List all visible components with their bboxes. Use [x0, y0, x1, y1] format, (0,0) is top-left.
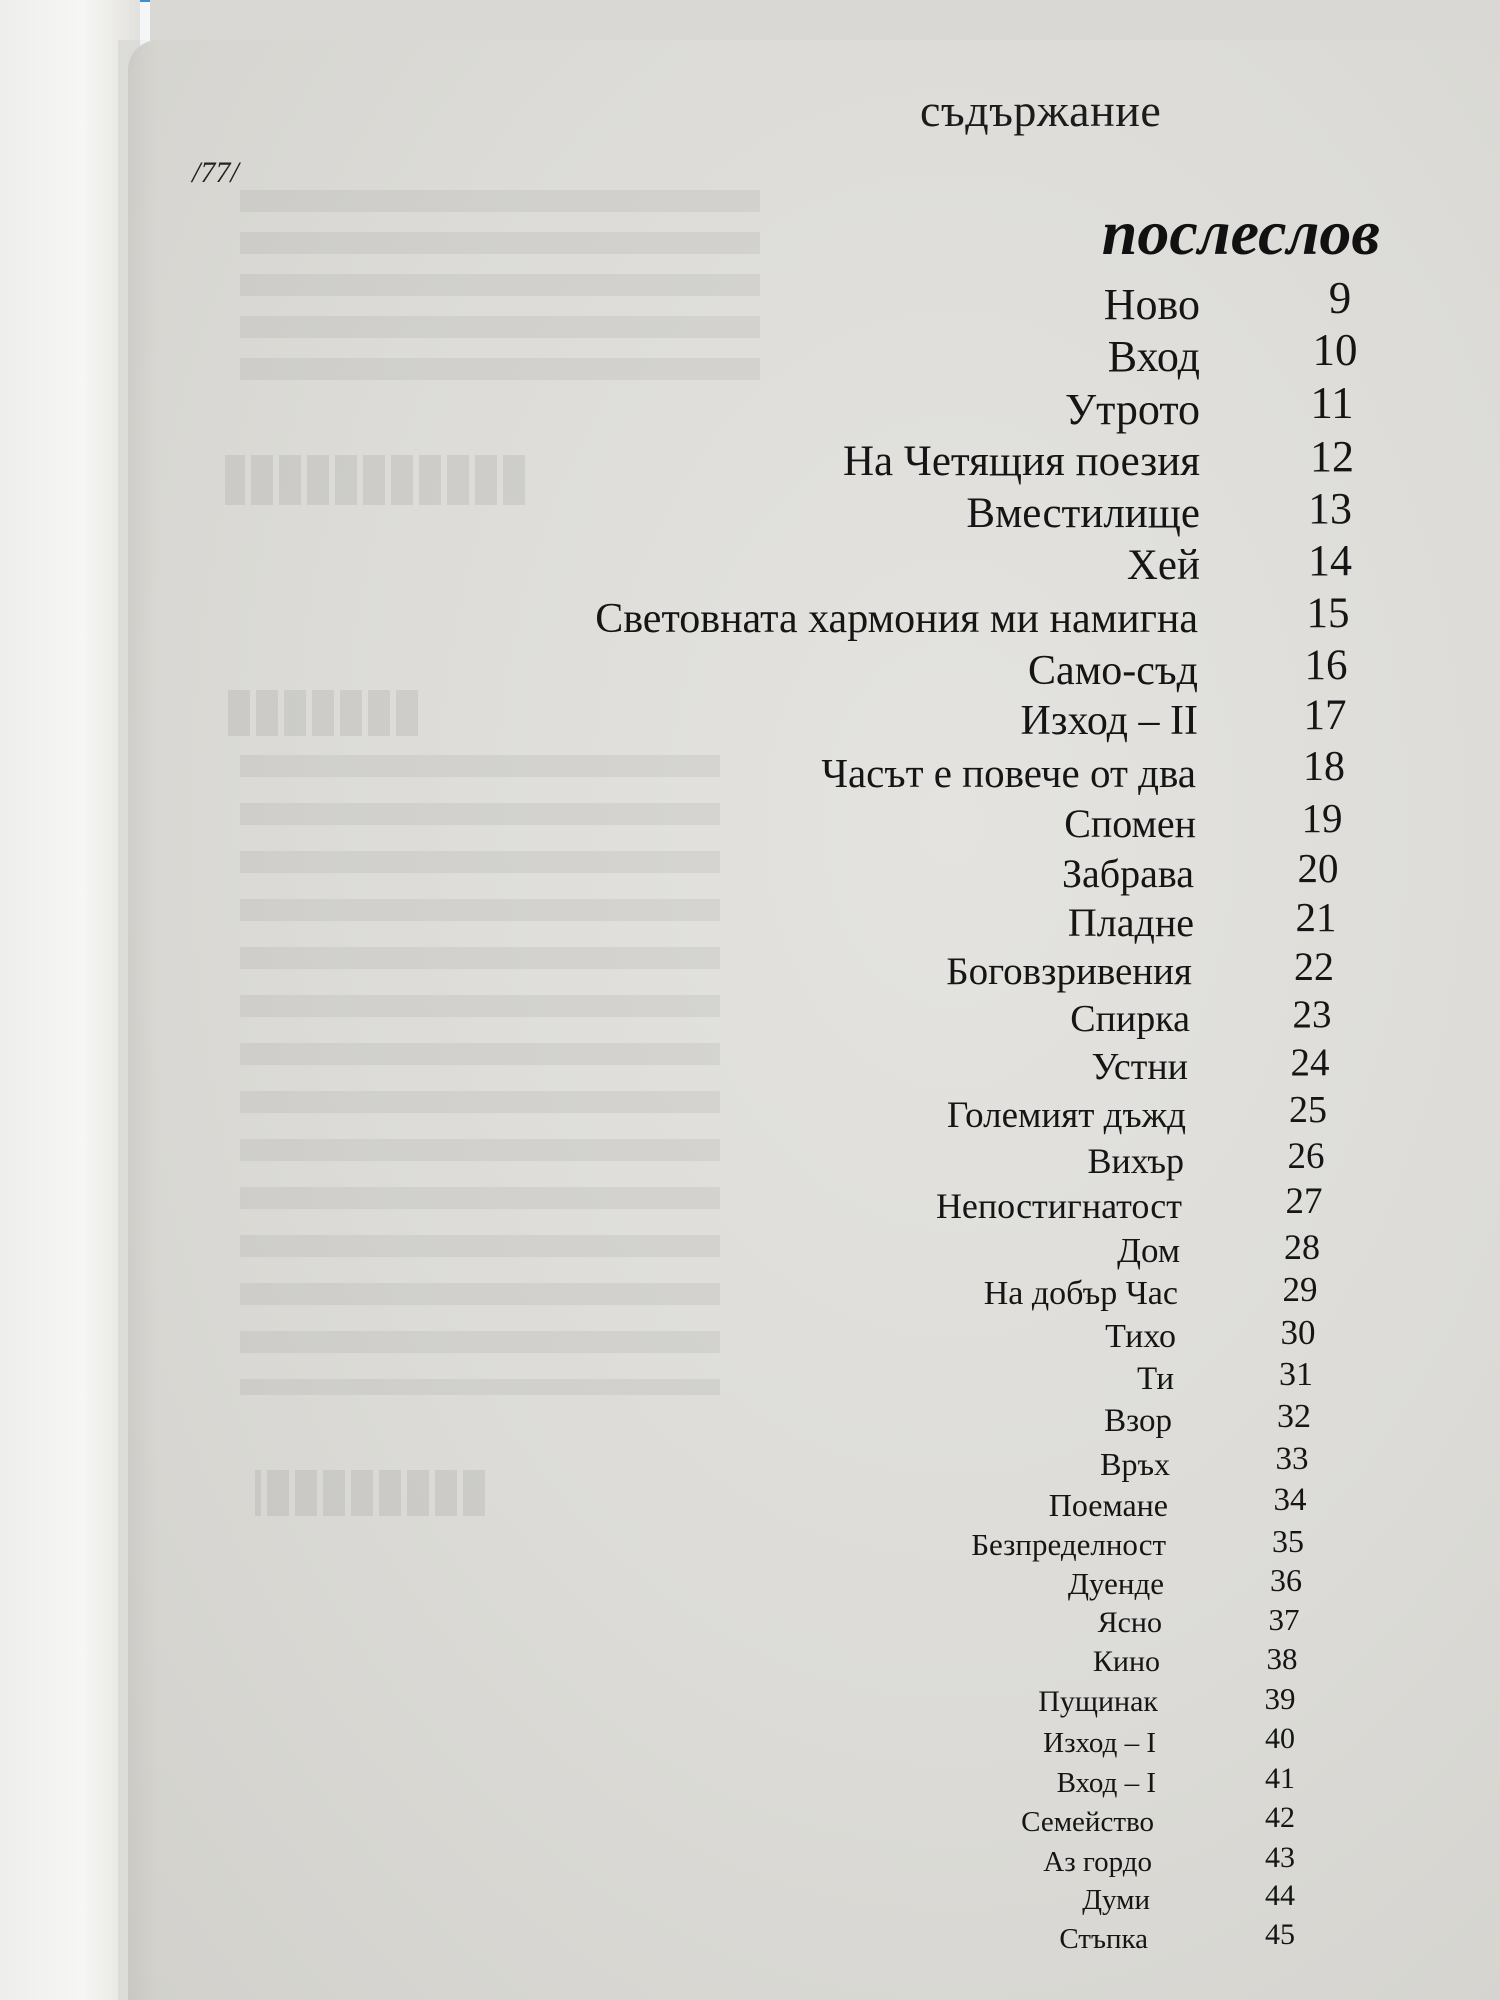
- show-through-column-2: [240, 755, 720, 1395]
- toc-entry-page-number: 45: [1265, 1918, 1295, 1952]
- show-through-heading-1: [225, 455, 525, 505]
- toc-entry-page-number: 14: [1308, 535, 1352, 585]
- toc-entry-title: Вход: [1107, 331, 1200, 381]
- toc-entry-page-number: 16: [1304, 641, 1348, 689]
- toc-entry-page-number: 20: [1297, 845, 1339, 891]
- toc-entry-page-number: 21: [1295, 894, 1337, 940]
- toc-entry-title: Вместилище: [966, 490, 1200, 538]
- toc-entry-title: Семейство: [1021, 1805, 1154, 1838]
- toc-entry-title: Вход – I: [1056, 1766, 1156, 1799]
- toc-entry-title: Забрава: [1061, 851, 1194, 896]
- toc-entry-title: Стъпка: [1059, 1922, 1148, 1955]
- toc-entry-title: Дуенде: [1067, 1566, 1164, 1602]
- toc-entry-title: Непостигнатост: [935, 1186, 1182, 1227]
- toc-entry-page-number: 31: [1279, 1356, 1313, 1394]
- toc-entry-page-number: 9: [1328, 273, 1352, 323]
- show-through-heading-3: [255, 1470, 485, 1516]
- toc-entry-page-number: 44: [1265, 1879, 1295, 1913]
- toc-entry-title: Спирка: [1070, 998, 1190, 1041]
- toc-entry-title: Утрото: [1065, 384, 1200, 434]
- toc-entry-page-number: 32: [1277, 1398, 1311, 1436]
- toc-entry-title: Спомен: [1064, 801, 1196, 846]
- section-title-posleslov: послеслов: [1101, 197, 1380, 268]
- toc-entry-page-number: 12: [1310, 431, 1354, 481]
- toc-entry-page-number: 17: [1303, 691, 1347, 739]
- toc-entry-page-number: 43: [1265, 1841, 1295, 1875]
- toc-entry-title: Устни: [1091, 1046, 1188, 1089]
- toc-entry-page-number: 41: [1265, 1762, 1295, 1796]
- toc-entry-title: Кино: [1092, 1645, 1160, 1678]
- toc-entry-page-number: 40: [1265, 1722, 1295, 1756]
- toc-entry-title: Хей: [1126, 542, 1200, 590]
- page-gutter-shadow: [118, 40, 158, 2000]
- toc-entry-page-number: 34: [1273, 1482, 1307, 1518]
- toc-entry-title: Изход – II: [1020, 697, 1198, 744]
- toc-entry-title: Часът е повече от два: [821, 750, 1196, 797]
- toc-entry-title: Дом: [1117, 1231, 1180, 1270]
- toc-entry-title: Големият дъжд: [946, 1094, 1186, 1136]
- toc-entry-title: Световната хармония ми намигна: [595, 595, 1198, 642]
- toc-entry-page-number: 29: [1282, 1269, 1318, 1309]
- toc-entry-title: Вихър: [1087, 1141, 1184, 1182]
- toc-entry-title: Аз гордо: [1043, 1845, 1152, 1878]
- toc-entry-title: Поемане: [1048, 1486, 1168, 1523]
- toc-entry-title: Ново: [1103, 279, 1200, 329]
- toc-entry-page-number: 10: [1312, 325, 1358, 375]
- contents-heading: съдържание: [920, 85, 1162, 136]
- toc-entry-page-number: 25: [1289, 1089, 1327, 1132]
- toc-entry-page-number: 35: [1272, 1522, 1304, 1559]
- toc-entry-page-number: 37: [1268, 1601, 1300, 1637]
- toc-entry-page-number: 15: [1306, 589, 1350, 637]
- toc-entry-page-number: 39: [1264, 1680, 1296, 1716]
- show-through-heading-2: [228, 690, 418, 736]
- toc-entry-title: Думи: [1082, 1883, 1150, 1916]
- toc-entry-title: На добър Час: [983, 1274, 1178, 1312]
- toc-entry-title: Взор: [1104, 1403, 1172, 1440]
- toc-entry-title: Пущинак: [1038, 1685, 1158, 1718]
- toc-entry-page-number: 26: [1287, 1136, 1325, 1177]
- toc-entry-title: На Четящия поезия: [843, 438, 1200, 486]
- toc-entry-title: Тихо: [1105, 1317, 1176, 1355]
- toc-entry-title: Ти: [1137, 1361, 1174, 1398]
- toc-entry-page-number: 42: [1265, 1801, 1295, 1835]
- toc-entry-page-number: 11: [1310, 378, 1354, 428]
- toc-entry-page-number: 18: [1303, 744, 1345, 791]
- toc-entry-title: Пладне: [1067, 900, 1194, 945]
- toc-entry-page-number: 30: [1280, 1312, 1316, 1352]
- toc-entry-page-number: 38: [1266, 1640, 1298, 1676]
- toc-entry-page-number: 33: [1275, 1441, 1309, 1477]
- toc-entry-page-number: 24: [1290, 1040, 1330, 1084]
- toc-entry-title: Връх: [1100, 1445, 1170, 1482]
- toc-entry-page-number: 23: [1292, 992, 1332, 1036]
- toc-entry-title: Безпределност: [971, 1527, 1166, 1563]
- toc-entry-page-number: 27: [1285, 1181, 1323, 1222]
- show-through-column: [240, 190, 760, 380]
- toc-entry-title: Изход – I: [1043, 1726, 1156, 1759]
- toc-entry-page-number: 36: [1270, 1561, 1302, 1598]
- toc-entry-title: Ясно: [1097, 1606, 1162, 1639]
- toc-entry-page-number: 13: [1308, 483, 1352, 533]
- toc-entry-title: Боговзривения: [946, 949, 1192, 993]
- page-marker: /77/: [192, 156, 239, 189]
- toc-entry-page-number: 19: [1301, 795, 1343, 841]
- toc-entry-page-number: 28: [1284, 1226, 1320, 1267]
- toc-entry-title: Само-съд: [1028, 647, 1198, 694]
- toc-entry-page-number: 22: [1294, 943, 1334, 989]
